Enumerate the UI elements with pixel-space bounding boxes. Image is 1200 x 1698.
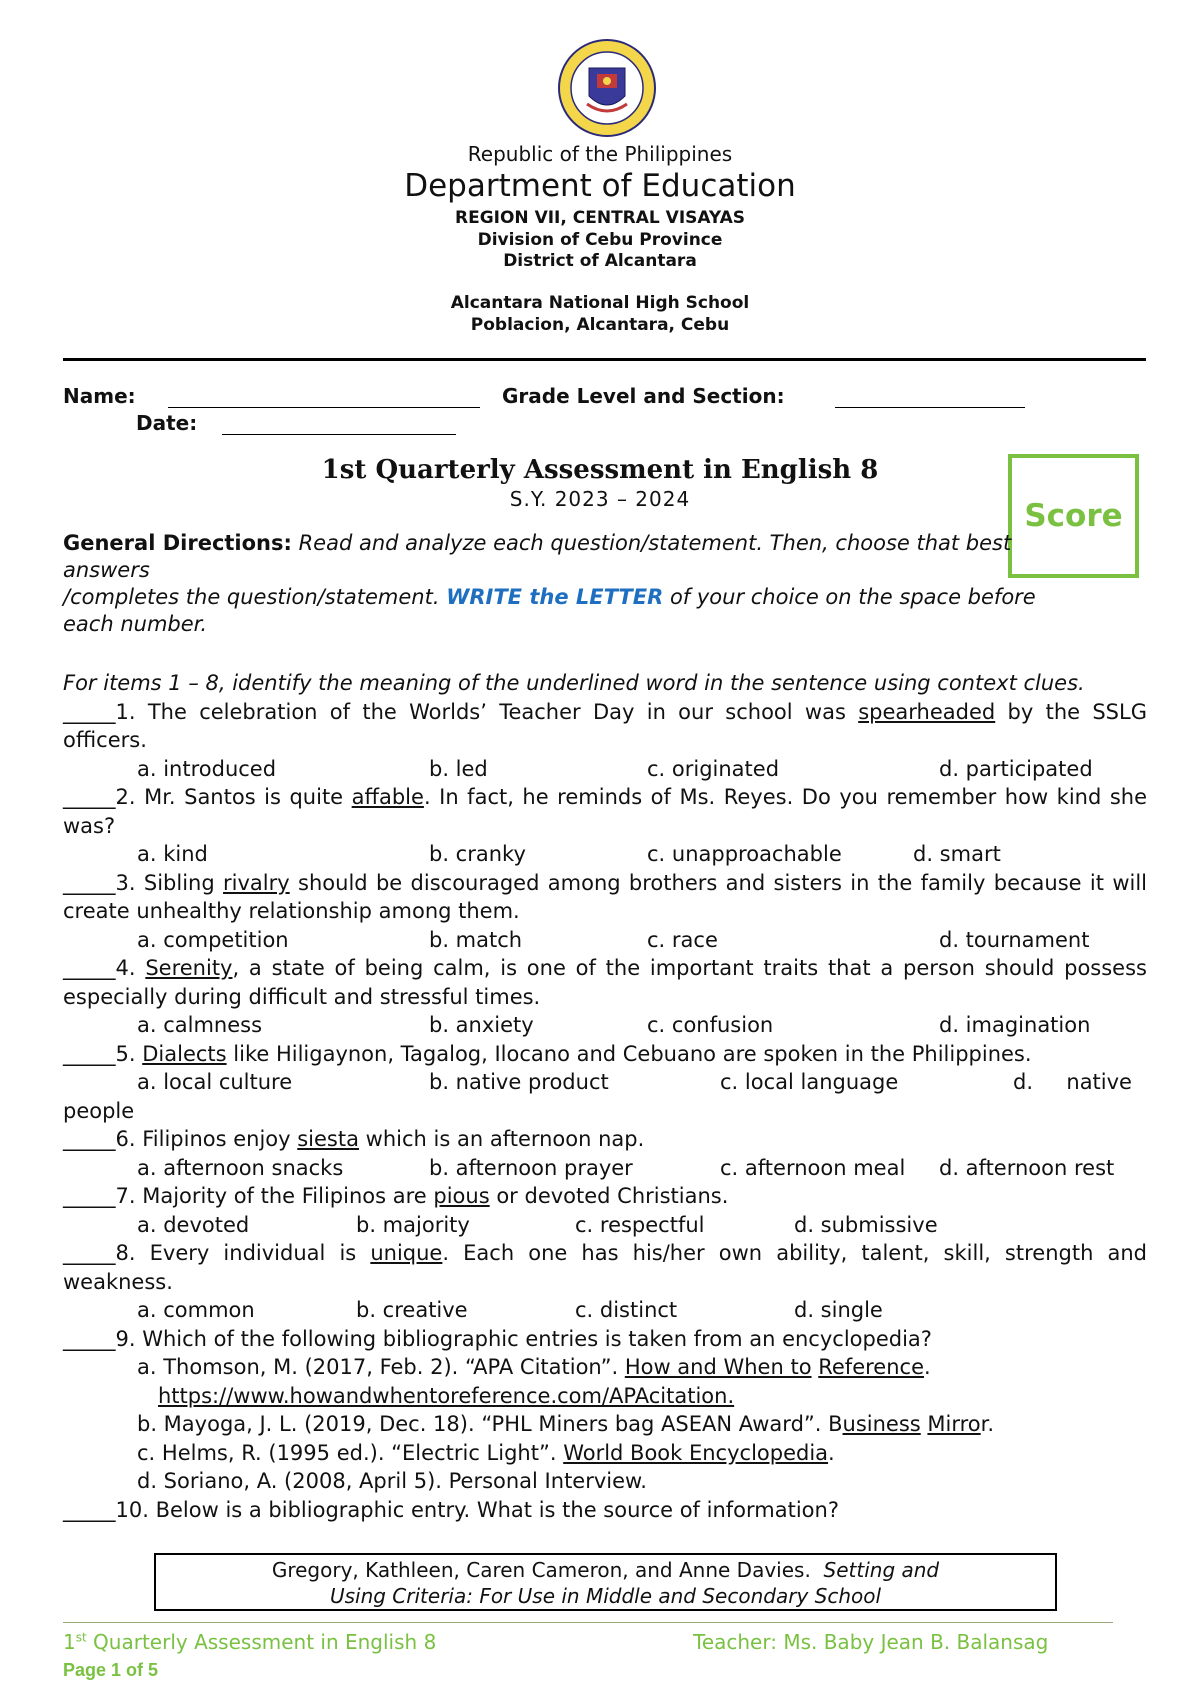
instruction-text: For items 1 – 8, identify the meaning of the underlined word in the sentence using context clues. [63,671,1085,695]
score-box: Score [1008,454,1139,578]
option-a: a. common [137,1298,255,1322]
option-d: d. submissive [794,1212,938,1237]
option-c: c. race [647,927,718,952]
option-a: a. introduced [137,756,277,781]
underlined-word: spearheaded [858,699,996,724]
option-a: a. kind [137,842,208,866]
option-d: d. participated [939,756,1093,781]
option-c: c. originated [647,756,780,781]
option-b: b. majority [356,1212,470,1237]
question-text: like Hiligaynon, Tagalog, Ilocano and Cebuano are spoken in the Philippines. [226,1041,1032,1066]
date-label: Date: [136,411,198,435]
underlined-word: Dialects [142,1041,227,1066]
grade-field[interactable] [835,407,1025,408]
directions-text-2: /completes the question/statement. [63,585,440,609]
question-5 [63,1040,1147,1126]
underlined-text: Reference [818,1355,924,1379]
question-text: should be discouraged among brothers and sisters in the family because it will create unhealthy relationship among them. [63,870,1154,923]
options-row [63,926,1147,955]
answer-blank[interactable]: _____ [63,785,116,809]
option-c: c. respectful [575,1212,705,1237]
options-row [63,840,1147,869]
option-a: a. afternoon snacks [137,1155,344,1180]
question-number: 5. [115,1041,136,1066]
option-a: a. devoted [137,1212,250,1237]
questions-section [63,669,1154,1524]
name-label: Name: [63,384,136,408]
options-row [63,1068,1147,1123]
question-text: The celebration of the Worlds’ Teacher Day in our school was [135,699,859,724]
question-number: 8. [115,1241,136,1265]
answer-blank[interactable]: _____ [63,1041,116,1066]
question-3 [63,869,1154,955]
answer-blank[interactable]: _____ [63,1241,116,1265]
footer-num: 1 [63,1630,76,1654]
question-text: Sibling [135,870,224,895]
option-wrap-spacer [63,1097,1147,1126]
directions-text-1: Read and analyze each question/statement. Then, choose that best answers [63,531,1012,582]
directions-emphasis: WRITE the LETTER [446,585,664,609]
question-text: Every individual is [135,1241,371,1265]
option-b: b. creative [356,1298,468,1322]
option-d: d. tournament [939,927,1090,952]
question-8 [63,1239,1154,1325]
answer-blank[interactable]: _____ [63,870,116,895]
underlined-word: rivalry [223,870,290,895]
underlined-text: usiness [842,1412,921,1436]
footer-text: Quarterly Assessment in English 8 [86,1630,437,1654]
options-row [63,755,1147,784]
question-text: . Each one has his/her own ability, talent, skill, strength and weakness. [63,1241,1154,1294]
question-number: 1. [115,699,136,724]
date-field[interactable] [222,434,456,435]
question-text: . In fact, he reminds of Ms. Reyes. Do you remember how kind she was? [63,785,1154,838]
grade-label: Grade Level and Section: [502,384,785,408]
option-c: c. afternoon meal [720,1155,906,1180]
option-d: d. imagination [939,1013,1091,1037]
option-e: people [63,1098,135,1123]
answer-blank[interactable]: _____ [63,699,116,724]
bib-title-part1: Setting and [823,1558,940,1582]
header-divider [63,358,1146,361]
page-number: Page 1 of 5 [63,1660,159,1680]
question-number: 6. [115,1127,136,1151]
question-text: Filipinos enjoy [135,1127,298,1151]
option-d: d. native [1013,1070,1132,1094]
answer-blank[interactable]: _____ [63,1497,116,1522]
option-b: b. cranky [429,842,526,866]
directions-text-3: of your choice on the space before each number. [63,585,1036,636]
question-2 [63,783,1154,869]
department-title: Department of Education [404,168,796,204]
underlined-word: affable [351,785,424,809]
option-b: b. led [429,756,488,781]
option-c: c. distinct [575,1298,678,1322]
underlined-text: Mirro [927,1412,981,1436]
question-number: 4. [115,956,136,980]
footer-title [63,1630,436,1654]
options-row [63,1011,1147,1040]
question-text: Mr. Santos is quite [135,785,352,809]
option-a: a. local culture [137,1070,293,1094]
underlined-word: Serenity [145,956,233,980]
footer-teacher: Teacher: Ms. Baby Jean B. Balansag [693,1630,1049,1654]
option-d: d. afternoon rest [939,1155,1115,1180]
underlined-word: unique [370,1241,443,1265]
options-row [63,1296,1147,1325]
option-b: b. anxiety [429,1013,534,1037]
directions-label: General Directions: [63,531,292,555]
option-d: d. smart [913,842,1001,866]
underlined-text: World Book Encyclopedia [563,1440,829,1465]
school-address: Poblacion, Alcantara, Cebu [470,315,730,335]
question-text: Which of the following bibliographic entries is taken from an encyclopedia? [135,1326,932,1351]
question-text [136,956,146,980]
bib-authors: Gregory, Kathleen, Caren Cameron, and Anne Davies. [271,1558,811,1582]
question-text: , a state of being calm, is one of the important traits that a person should possess especially during difficult and stressful times. [63,956,1154,1009]
question-number: 10. [115,1497,149,1522]
option-c: c. unapproachable [647,842,842,866]
question-number: 7. [115,1184,136,1208]
region-text: REGION VII, CENTRAL VISAYAS [454,208,745,228]
name-field[interactable] [168,407,480,408]
division-text: Division of Cebu Province [477,230,723,250]
underlined-text: How and When to [624,1355,812,1379]
question-text: which is an afternoon nap. [358,1127,645,1151]
option-a: a. competition [137,927,289,952]
bibliography-box [154,1553,1057,1611]
underlined-word: pious [433,1184,490,1208]
option-c: c. confusion [647,1013,774,1037]
question-text: Majority of the Filipinos are [135,1184,434,1208]
school-year: S.Y. 2023 – 2024 [509,487,691,511]
question-list [63,698,1154,1325]
question-text: or devoted Christians. [489,1184,729,1208]
question-6 [63,1125,1147,1182]
question-text: Below is a bibliographic entry. What is the source of information? [148,1497,839,1522]
question-1 [63,698,1154,784]
question-number: 2. [115,785,136,809]
option-a: a. calmness [137,1013,263,1037]
footer-sup: st [75,1630,87,1645]
option-b: b. afternoon prayer [429,1155,633,1180]
answer-blank[interactable]: _____ [63,956,116,980]
reference-url[interactable]: https://www.howandwhentoreference.com/APAcitation. [158,1383,735,1408]
deped-seal-icon [557,38,657,138]
district-text: District of Alcantara [503,251,697,271]
options-row [63,1211,1147,1240]
option-b: b. match [429,927,523,952]
answer-blank[interactable]: _____ [63,1184,116,1208]
assessment-title: 1st Quarterly Assessment in English 8 [321,455,879,485]
option-d: d. Soriano, A. (2008, April 5). Personal Interview. [137,1469,647,1493]
option-c: c. Helms, R. (1995 ed.). “Electric Light”. [137,1440,564,1465]
option-c: c. local language [720,1070,899,1094]
question-4 [63,954,1154,1040]
options-row [63,1154,1147,1183]
option-b: b. native product [429,1070,609,1094]
question-number: 9. [115,1326,136,1351]
underlined-word: siesta [297,1127,359,1151]
option-b: b. Mayoga, J. L. (2019, Dec. 18). “PHL Miners bag ASEAN Award”. B [137,1412,843,1436]
question-9: _____9. Which of the following bibliographic entries is taken from an encyclopedia? a. Thomson, M. (2017, Feb. 2). “APA Citation”. How and When to Reference. https://www.howandwhentoreference.com/APAcitation. b. Mayoga, J. L. (2019, Dec. 18). “PHL Miners bag ASEAN Award”. Business Mirror. c. Helms, R. (1995 ed.). “Electric Light”. World Book Encyclopedia. d. Soriano, A. (2008, April 5). Personal Interview. [63,1325,1147,1496]
question-text: by the SSLG officers. [63,699,1154,752]
republic-text: Republic of the Philippines [467,142,733,166]
question-10 [63,1496,1147,1525]
option-d: d. single [794,1298,883,1322]
footer-divider [63,1622,1113,1623]
general-directions [63,530,1088,638]
bib-title-part2: Using Criteria: For Use in Middle and Secondary School [329,1584,882,1608]
option-a: a. Thomson, M. (2017, Feb. 2). “APA Citation”. [137,1355,625,1379]
option-b-end: r. [980,1412,995,1436]
answer-blank[interactable]: _____ [63,1127,116,1151]
question-number: 3. [115,870,136,895]
answer-blank[interactable]: _____ [63,1326,116,1351]
question-7 [63,1182,1147,1239]
school-name: Alcantara National High School [450,293,750,313]
